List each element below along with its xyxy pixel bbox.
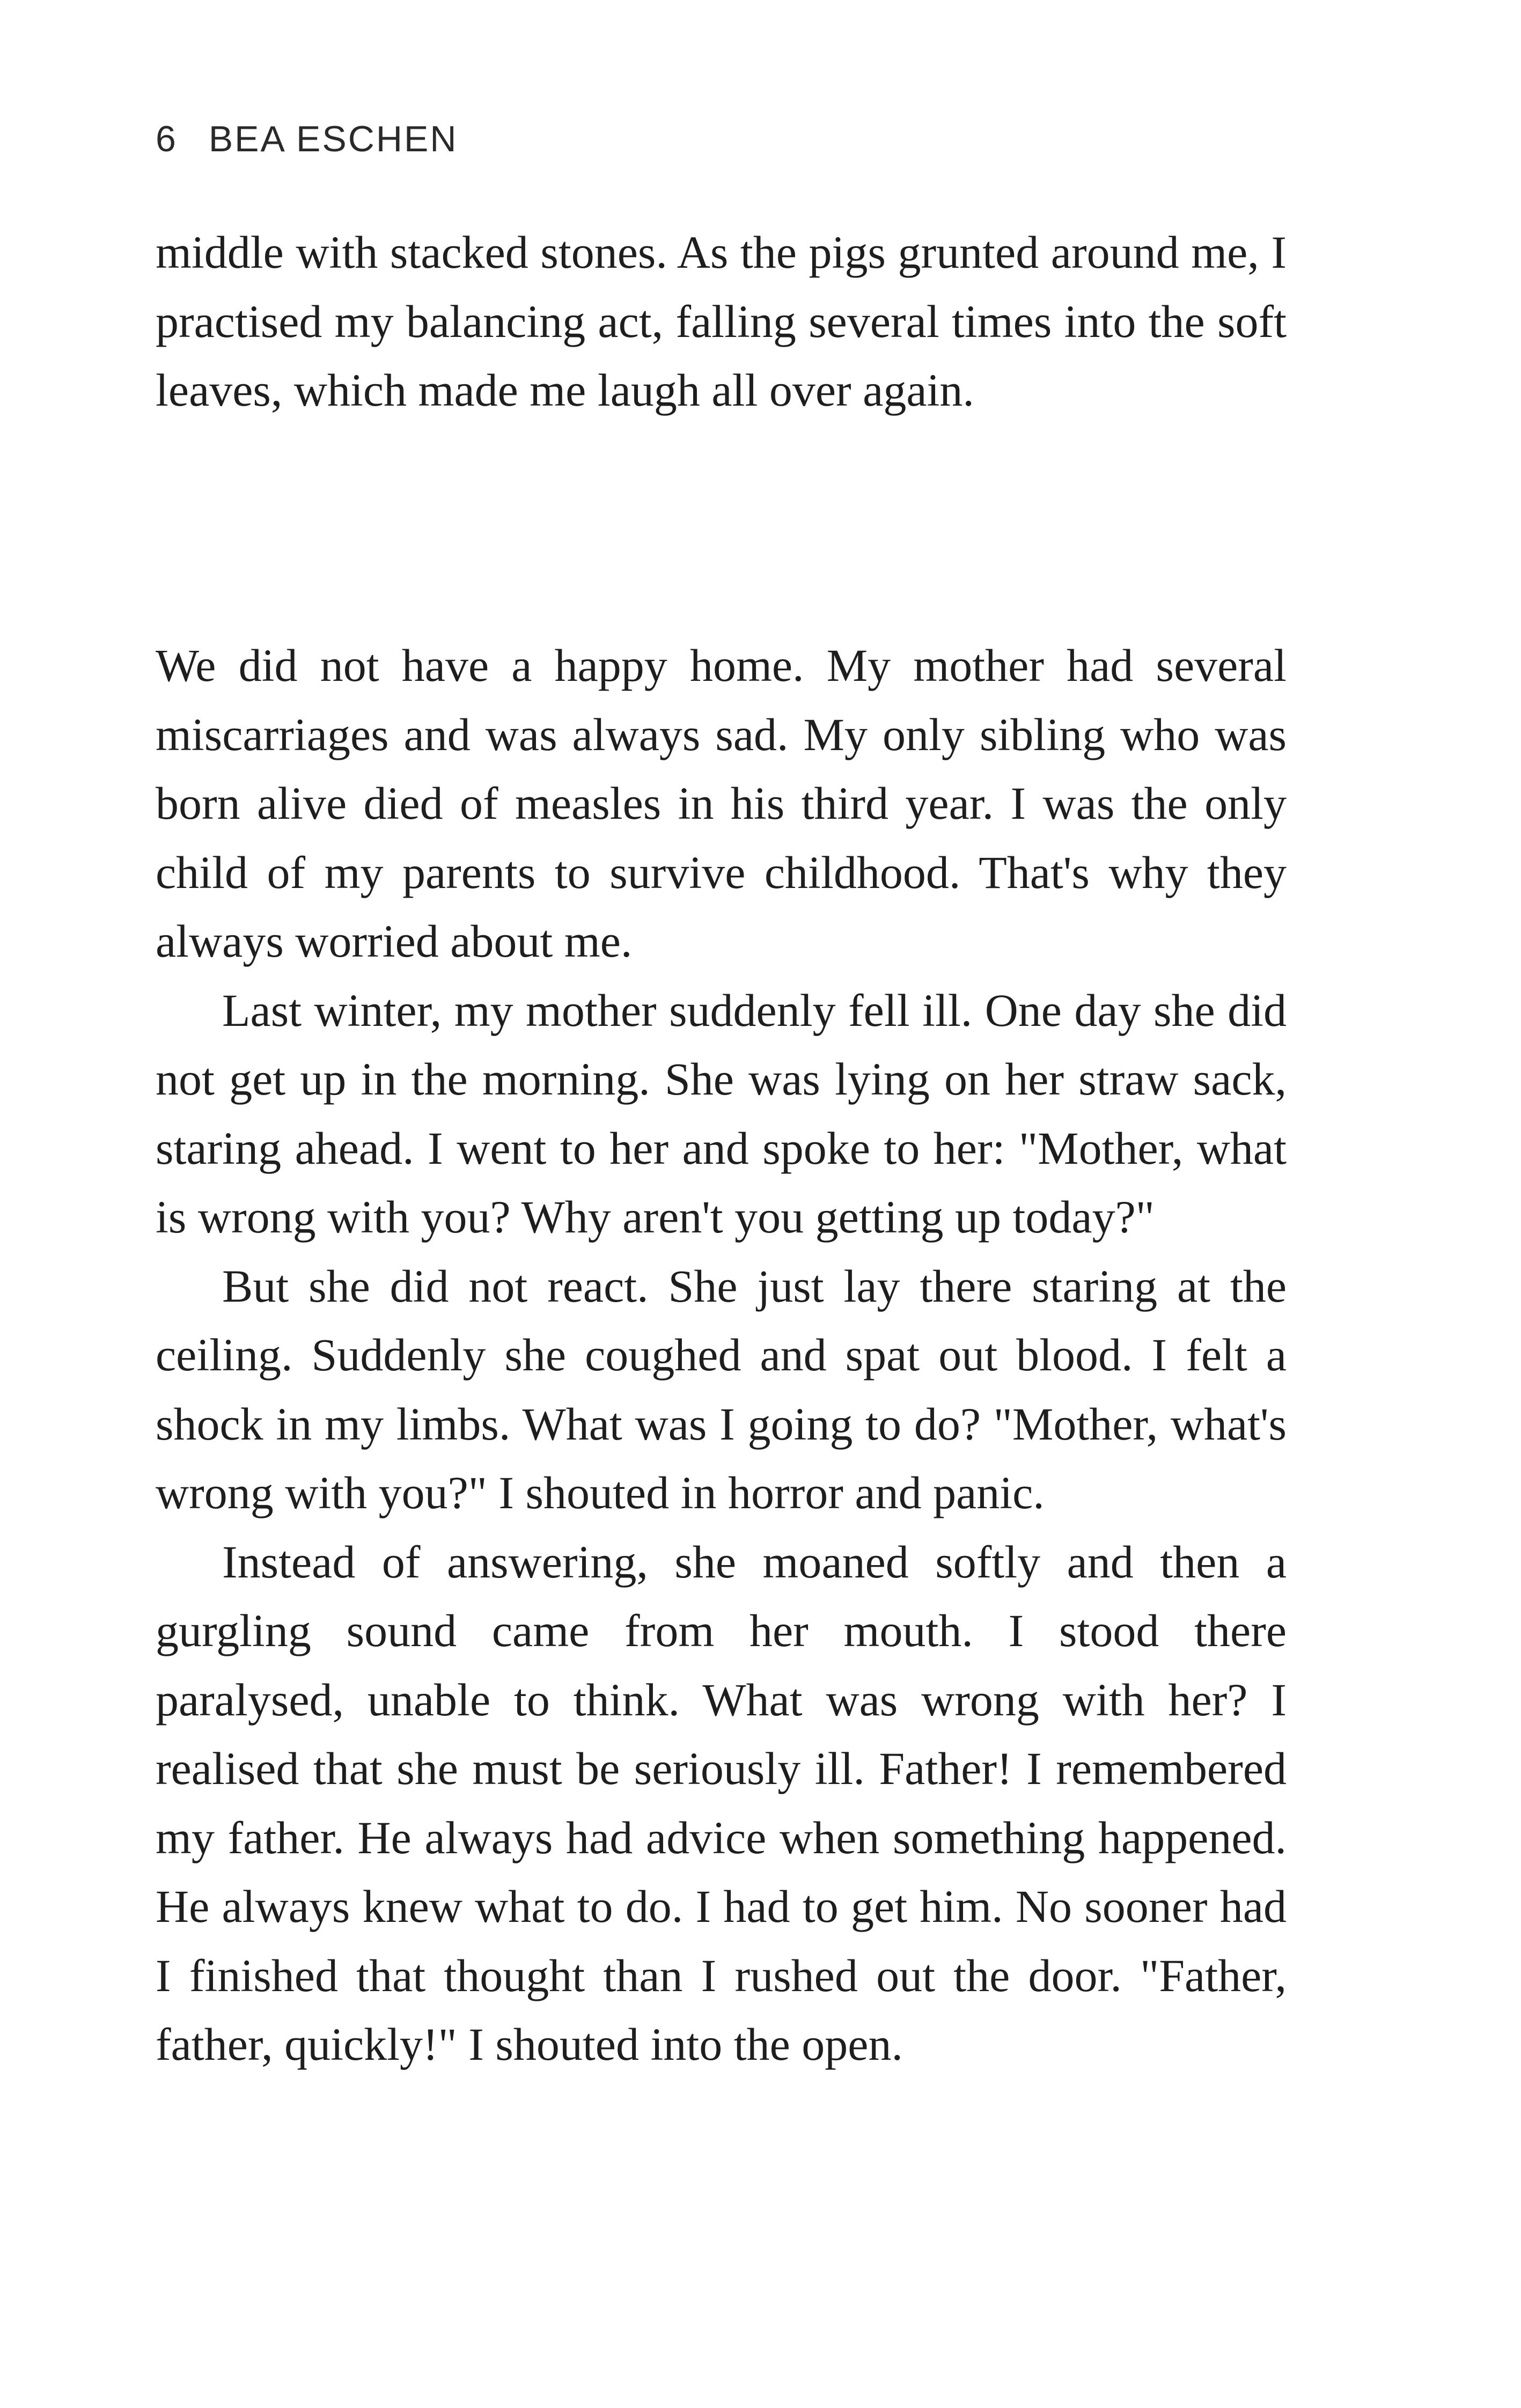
text-section-2 — [156, 631, 1287, 2079]
paragraph: Last winter, my mother suddenly fell ill. One day she did not get up in the morning. She was lying on her straw sack, staring ahead. I went to her and spoke to her: "Mother, what is wrong with you? Why aren't you getting up today?" — [156, 984, 1287, 1243]
page-number: 6 — [156, 119, 178, 159]
paragraph: Instead of answering, she moaned softly and then a gurgling sound came from her mouth. I stood there paralysed, unable to think. What was wrong with her? I realised that she must be seriously ill. Father! I remembered my father. He always had advice when something happened. He always knew what to do. I had to get him. No sooner had I finished that thought than I rushed out the door. "Father, father, quickly!" I shouted into the open. — [156, 1536, 1287, 2070]
author-name: BEA ESCHEN — [208, 119, 458, 159]
paragraph: We did not have a happy home. My mother had several miscarriages and was always sad. My only sibling who was born alive died of measles in his third year. I was the only child of my parents to survive childhood. That's why they always worried about me. — [156, 640, 1287, 967]
running-head — [156, 121, 458, 157]
paragraph: middle with stacked stones. As the pigs grunted around me, I practised my balancing act, falling several times into the soft leaves, which made me laugh all over again. — [156, 226, 1287, 416]
text-section-1 — [156, 218, 1287, 425]
paragraph: But she did not react. She just lay there staring at the ceiling. Suddenly she coughed and spat out blood. I felt a shock in my limbs. What was I going to do? "Mother, what's wrong with you?" I shouted in horror and panic. — [156, 1260, 1287, 1518]
